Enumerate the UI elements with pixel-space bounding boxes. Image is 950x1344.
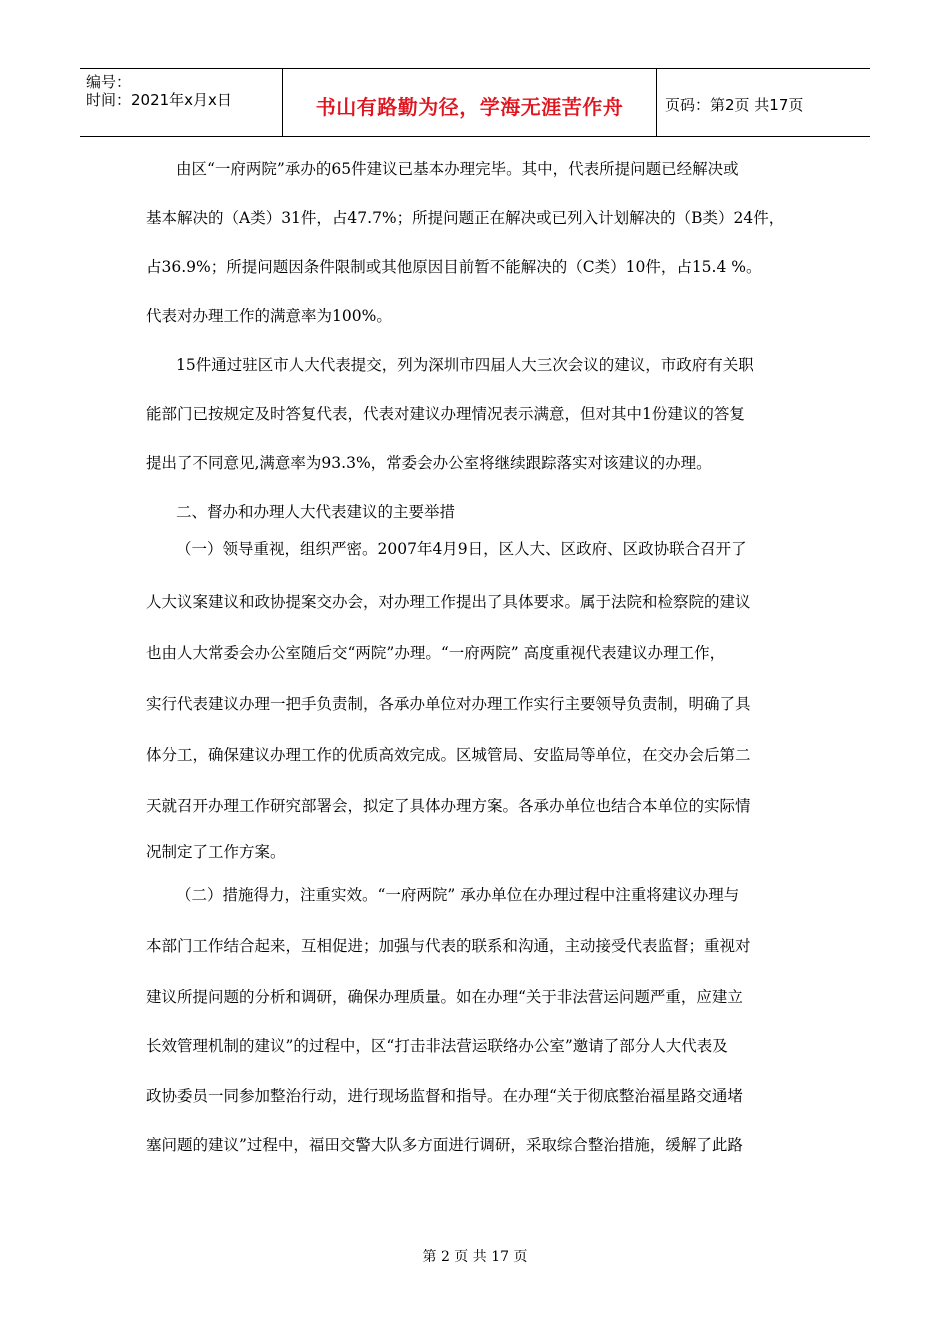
body-line: 提出了不同意见,满意率为93.3%，常委会办公室将继续跟踪落实对该建议的办理。: [146, 454, 712, 472]
body-line: 占36.9%；所提问题因条件限制或其他原因目前暂不能解决的（C类）10件，占15.4 %。: [146, 258, 762, 276]
body-line: 天就召开办理工作研究部署会，拟定了具体办理方案。各承办单位也结合本单位的实际情: [146, 797, 751, 815]
page-footer: 第 2 页 共 17 页: [422, 1249, 528, 1265]
body-line: 况制定了工作方案。: [146, 843, 286, 861]
header-meta-cell: [80, 69, 283, 136]
body-line: 建议所提问题的分析和调研，确保办理质量。如在办理“关于非法营运问题严重，应建立: [146, 988, 743, 1006]
body-line: 基本解决的（A类）31件，占47.7%；所提问题正在解决或已列入计划解决的（B类）24件，: [146, 209, 785, 227]
header-page-info: 页码：第2页 共17页: [665, 96, 804, 114]
body-line: 体分工，确保建议办理工作的优质高效完成。区城管局、安监局等单位，在交办会后第二: [146, 746, 751, 764]
body-line: （一）领导重视，组织严密。2007年4月9日，区人大、区政府、区政协联合召开了: [176, 540, 747, 558]
body-line: 由区“一府两院”承办的65件建议已基本办理完毕。其中，代表所提问题已经解决或: [176, 160, 739, 178]
body-line: 本部门工作结合起来，互相促进；加强与代表的联系和沟通，主动接受代表监督；重视对: [146, 937, 751, 955]
body-line: 塞问题的建议”过程中，福田交警大队多方面进行调研，采取综合整治措施，缓解了此路: [146, 1136, 743, 1154]
document-header: [80, 68, 870, 137]
section-heading: 二、督办和办理人大代表建议的主要举措: [176, 503, 456, 521]
body-line: 代表对办理工作的满意率为100%。: [146, 307, 392, 325]
header-motto-cell: [283, 69, 657, 136]
body-line: 人大议案建议和政协提案交办会，对办理工作提出了具体要求。属于法院和检察院的建议: [146, 593, 751, 611]
document-number-label: 编号：: [86, 73, 132, 91]
body-line: 长效管理机制的建议”的过程中，区“打击非法营运联络办公室”邀请了部分人大代表及: [146, 1037, 728, 1055]
header-page-cell: [657, 69, 870, 136]
body-line: 也由人大常委会办公室随后交“两院”办理。“一府两院” 高度重视代表建议办理工作，: [146, 644, 726, 662]
body-line: 政协委员一同参加整治行动，进行现场监督和指导。在办理“关于彻底整治福星路交通堵: [146, 1087, 743, 1105]
document-date: 时间：2021年x月x日: [86, 91, 232, 109]
body-line: 实行代表建议办理一把手负责制，各承办单位对办理工作实行主要领导负责制，明确了具: [146, 695, 751, 713]
body-line: 能部门已按规定及时答复代表，代表对建议办理情况表示满意，但对其中1份建议的答复: [146, 405, 745, 423]
body-line: （二）措施得力，注重实效。“一府两院” 承办单位在办理过程中注重将建议办理与: [176, 886, 740, 904]
body-line: 15件通过驻区市人大代表提交，列为深圳市四届人大三次会议的建议，市政府有关职: [176, 356, 754, 374]
header-motto: 书山有路勤为径，学海无涯苦作舟: [315, 95, 624, 119]
